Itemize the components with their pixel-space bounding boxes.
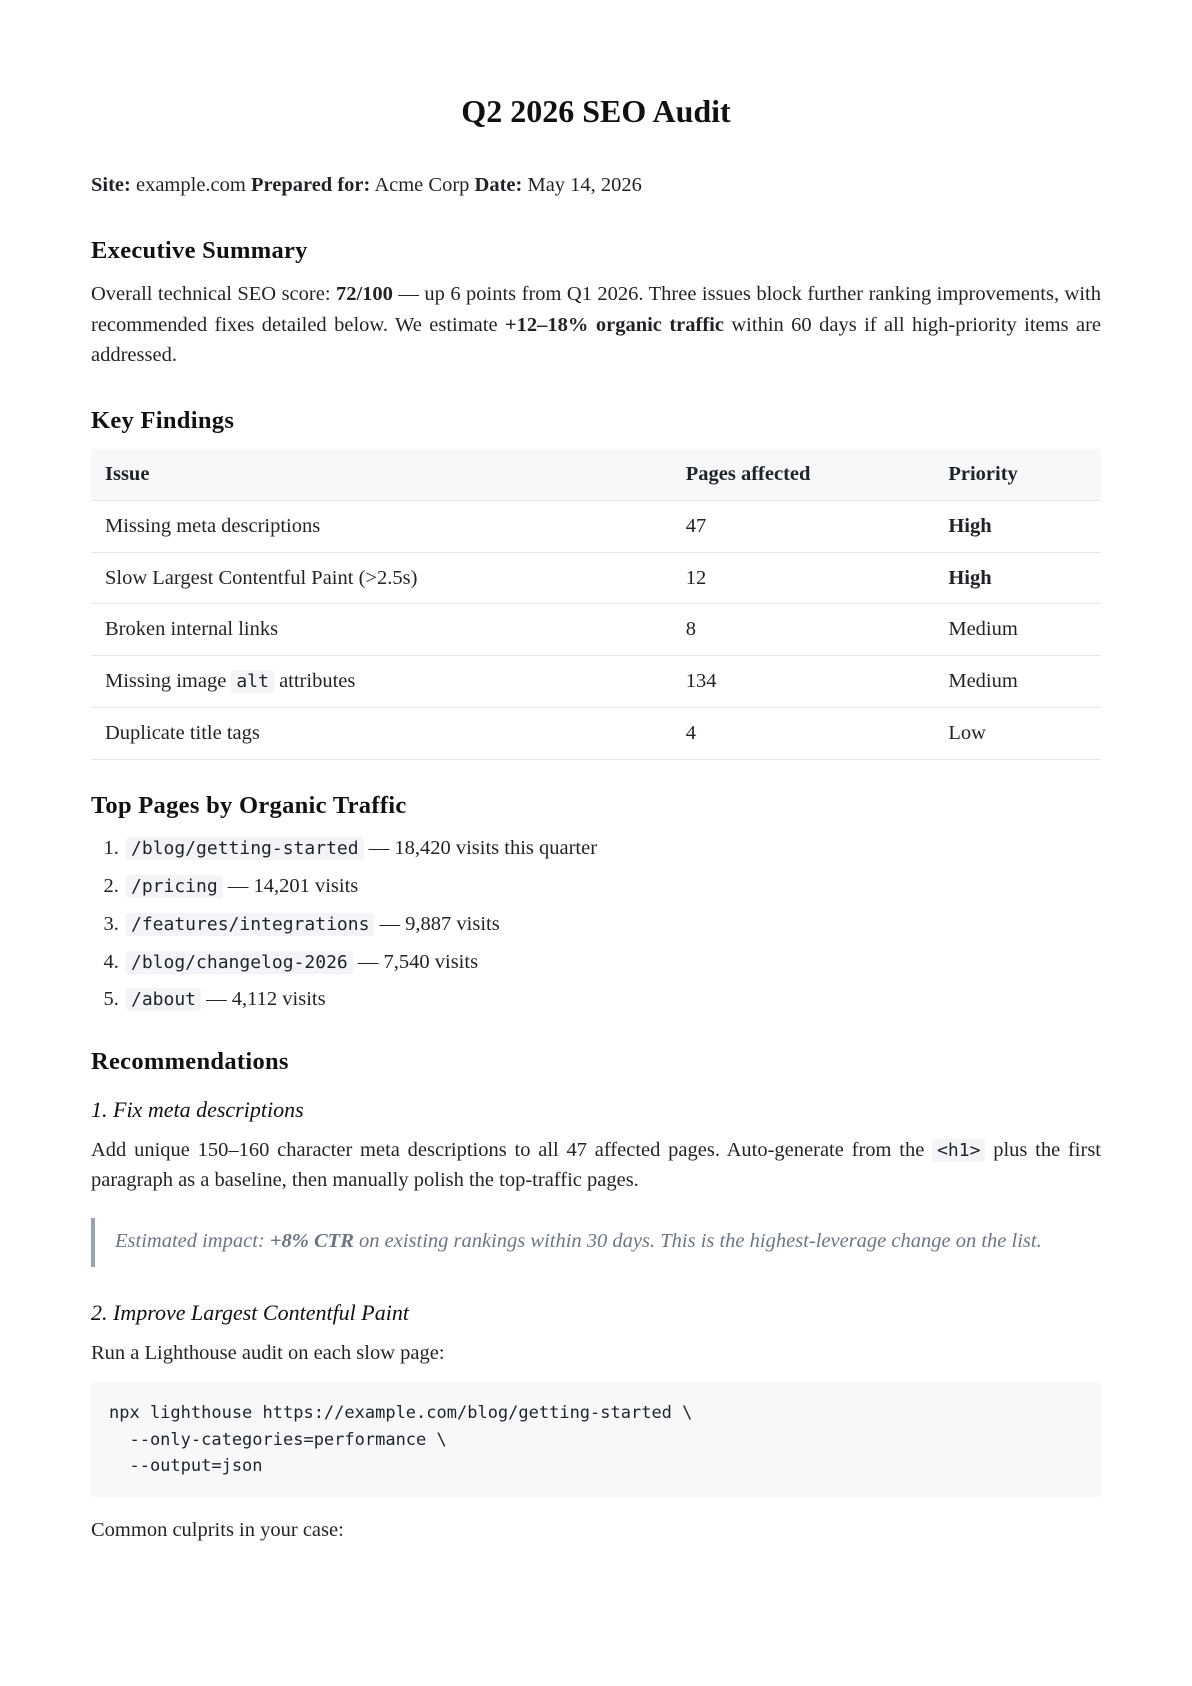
issue-cell (91, 552, 672, 604)
issue-text-suffix: attributes (273, 670, 356, 693)
date-label: Date: (474, 174, 523, 197)
issue-text: Missing meta descriptions (105, 514, 321, 537)
findings-table-body (91, 500, 1101, 759)
summary-text-1: Overall technical SEO score: (91, 282, 336, 305)
issue-text: Slow Largest Contentful Paint (>2.5s) (105, 566, 418, 589)
impact-ctr: +8% CTR (269, 1230, 354, 1253)
column-header-priority: Priority (934, 449, 1101, 500)
list-item (124, 947, 1101, 979)
document-title: Q2 2026 SEO Audit (461, 93, 731, 129)
list-item (124, 984, 1101, 1016)
page-visits: — 18,420 visits this quarter (363, 837, 598, 860)
list-item (124, 833, 1101, 865)
issue-cell (91, 604, 672, 656)
pages-affected-cell: 8 (672, 604, 935, 656)
impact-callout (91, 1218, 1101, 1267)
seo-score: 72/100 (335, 282, 393, 305)
document-meta (91, 170, 1101, 201)
column-header-issue: Issue (91, 449, 672, 500)
summary-text-3: within 60 days if all high-priority items are addressed. (91, 313, 1101, 367)
page-path: /about (126, 988, 201, 1011)
pages-affected-cell: 4 (672, 707, 935, 759)
prepared-for-label: Prepared for: (250, 174, 371, 197)
issue-text: Broken internal links (105, 618, 279, 641)
issue-cell (91, 707, 672, 759)
issue-cell (91, 500, 672, 552)
site-label: Site: (91, 174, 131, 197)
priority-cell: Medium (934, 604, 1101, 656)
pages-affected-cell: 134 (672, 656, 935, 708)
page-path: /features/integrations (126, 913, 374, 936)
prepared-for-value: Acme Corp (374, 174, 470, 197)
list-item (124, 909, 1101, 941)
table-row (91, 707, 1101, 759)
top-pages-list (91, 833, 1101, 1016)
table-row (91, 552, 1101, 604)
pages-affected-cell: 47 (672, 500, 935, 552)
priority-cell: High (934, 500, 1101, 552)
impact-text-2: on existing rankings within 30 days. This is the highest-leverage change on the list. (353, 1230, 1042, 1253)
table-row (91, 604, 1101, 656)
recommendation-1-title: 1. Fix meta descriptions (91, 1097, 304, 1123)
top-pages-heading: Top Pages by Organic Traffic (91, 791, 407, 819)
page-visits: — 4,112 visits (201, 988, 326, 1011)
executive-summary-heading: Executive Summary (91, 237, 308, 265)
impact-text-1: Estimated impact: (115, 1230, 270, 1253)
h1-code: <h1> (932, 1139, 985, 1162)
recommendation-2-outro: Common culprits in your case: (91, 1519, 344, 1542)
page-path: /blog/getting-started (126, 837, 364, 860)
priority-cell: Low (934, 707, 1101, 759)
table-row (91, 500, 1101, 552)
executive-summary-text (91, 279, 1101, 371)
summary-text-2: — up 6 points from Q1 2026. Three issues block further ranking improvements, with recommended fixes detailed below. We estimate (91, 282, 1101, 336)
column-header-pages-affected: Pages affected (672, 449, 935, 500)
priority-cell: Medium (934, 656, 1101, 708)
site-value: example.com (135, 174, 246, 197)
issue-cell (91, 656, 672, 708)
date-value: May 14, 2026 (527, 174, 642, 197)
pages-affected-cell: 12 (672, 552, 935, 604)
issue-code: alt (231, 670, 274, 693)
page-path: /pricing (126, 875, 223, 898)
page-visits: — 9,887 visits (374, 912, 500, 935)
recommendations-heading: Recommendations (91, 1048, 289, 1076)
key-findings-heading: Key Findings (91, 407, 235, 435)
lighthouse-code-block[interactable]: npx lighthouse https://example.com/blog/getting-started \ --only-categories=performance \ --output=json (91, 1382, 1101, 1497)
list-item (124, 871, 1101, 903)
table-row (91, 656, 1101, 708)
issue-text: Missing image (105, 670, 232, 693)
recommendation-2-title: 2. Improve Largest Contentful Paint (91, 1299, 409, 1325)
issue-text: Duplicate title tags (105, 721, 260, 744)
traffic-estimate: +12–18% organic traffic (505, 313, 724, 336)
findings-table (91, 449, 1101, 760)
recommendation-1-text (91, 1135, 1101, 1197)
page-visits: — 14,201 visits (222, 875, 359, 898)
rec1-text-1: Add unique 150–160 character meta descriptions to all 47 affected pages. Auto-generate from the (91, 1138, 933, 1161)
findings-header-row (91, 449, 1101, 500)
page-path: /blog/changelog-2026 (126, 951, 353, 974)
rec1-text-2: plus the first paragraph as a baseline, then manually polish the top-traffic pages. (91, 1138, 1101, 1192)
recommendation-2-intro: Run a Lighthouse audit on each slow page: (91, 1341, 445, 1364)
page-visits: — 7,540 visits (352, 950, 479, 973)
priority-cell: High (934, 552, 1101, 604)
